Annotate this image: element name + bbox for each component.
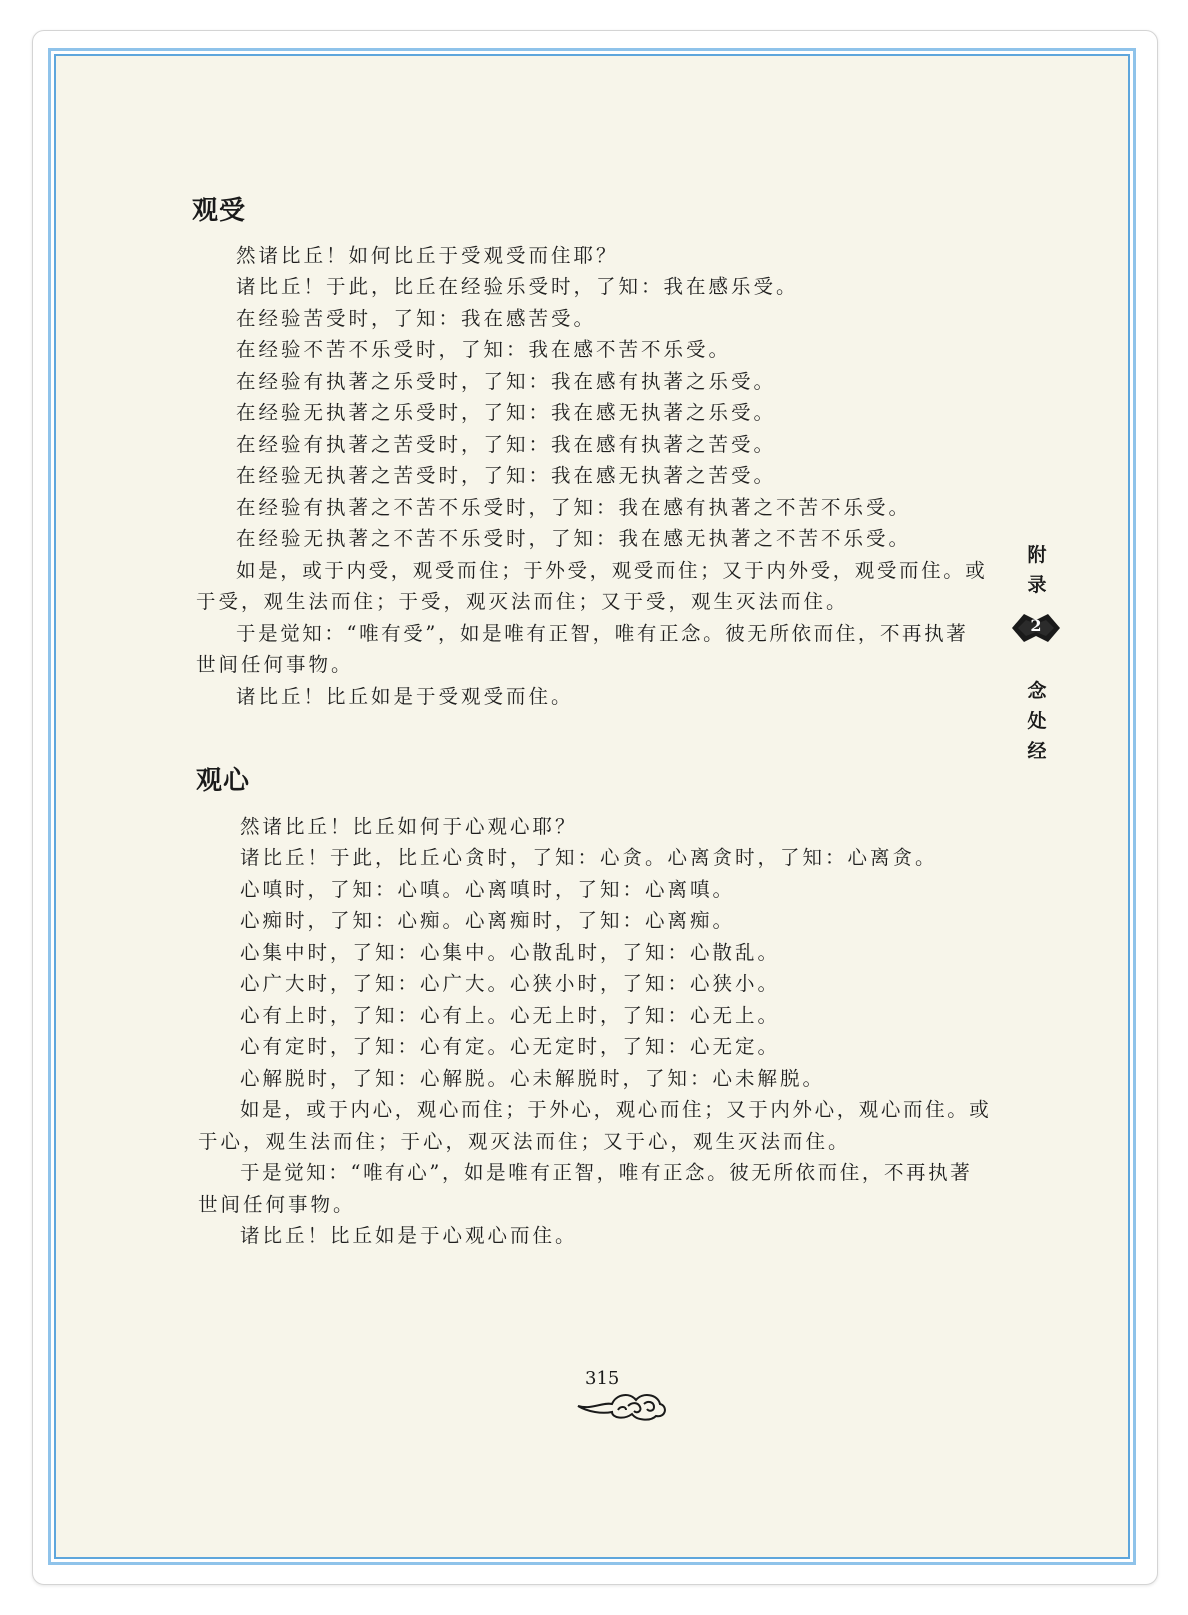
paragraph-line: 在经验无执著之苦受时，了知：我在感无执著之苦受。 [236,464,777,487]
paragraph-line: 于受，观生法而住；于受，观灭法而住；又于受，观生灭法而住。 [196,590,849,613]
sidebar-sutra-title [1020,676,1054,766]
paragraph-line: 如是，或于内受，观受而住；于外受，观受而住；又于内外受，观受而住。或 [236,559,988,582]
paragraph-line: 在经验不苦不乐受时，了知：我在感不苦不乐受。 [236,338,732,361]
paragraph-line: 诸比丘！比丘如是于受观受而住。 [236,685,574,708]
section-heading-guanxin: 观心 [196,766,251,796]
paragraph-line: 心嗔时，了知：心嗔。心离嗔时，了知：心离嗔。 [240,878,736,901]
paragraph-line: 心解脱时，了知：心解脱。心未解脱时，了知：心未解脱。 [240,1067,826,1090]
paragraph-line: 然诸比丘！比丘如何于心观心耶？ [240,815,578,838]
sidebar-char: 经 [1027,740,1047,762]
page-number: 315 [585,1368,620,1389]
paragraph-line: 诸比丘！于此，比丘心贪时，了知：心贪。心离贪时，了知：心离贪。 [240,846,938,869]
paragraph-line: 诸比丘！比丘如是于心观心而住。 [240,1224,578,1247]
paragraph-line: 在经验无执著之乐受时，了知：我在感无执著之乐受。 [236,401,777,424]
paragraph-line: 世间任何事物。 [196,653,354,676]
cloud-ornament-icon [572,1380,672,1422]
chapter-badge-number: 2 [1030,616,1042,635]
paragraph-line: 心广大时，了知：心广大。心狭小时，了知：心狭小。 [240,972,781,995]
paragraph-line: 在经验有执著之不苦不乐受时，了知：我在感有执著之不苦不乐受。 [236,496,912,519]
paragraph-line: 如是，或于内心，观心而住；于外心，观心而住；又于内外心，观心而住。或 [240,1098,992,1121]
paragraph-line: 心集中时，了知：心集中。心散乱时，了知：心散乱。 [240,941,781,964]
chapter-badge [1008,608,1064,648]
paragraph-line: 在经验苦受时，了知：我在感苦受。 [236,307,597,330]
paragraph-line: 然诸比丘！如何比丘于受观受而住耶？ [236,244,619,267]
paragraph-line: 心有定时，了知：心有定。心无定时，了知：心无定。 [240,1035,781,1058]
paragraph-line: 在经验无执著之不苦不乐受时，了知：我在感无执著之不苦不乐受。 [236,527,912,550]
paragraph-line: 心有上时，了知：心有上。心无上时，了知：心无上。 [240,1004,781,1027]
sidebar-char: 录 [1027,574,1047,596]
paragraph-line: 心痴时，了知：心痴。心离痴时，了知：心离痴。 [240,909,736,932]
paragraph-line: 在经验有执著之乐受时，了知：我在感有执著之乐受。 [236,370,777,393]
paragraph-line: 于是觉知：“唯有心”，如是唯有正智，唯有正念。彼无所依而住，不再执著 [240,1161,973,1184]
sidebar-char: 处 [1027,710,1047,732]
paragraph-line: 于是觉知：“唯有受”，如是唯有正智，唯有正念。彼无所依而住，不再执著 [236,622,969,645]
paragraph-line: 诸比丘！于此，比丘在经验乐受时，了知：我在感乐受。 [236,275,799,298]
paragraph-line: 于心，观生法而住；于心，观灭法而住；又于心，观生灭法而住。 [198,1130,851,1153]
paragraph-line: 世间任何事物。 [198,1193,356,1216]
paragraph-line: 在经验有执著之苦受时，了知：我在感有执著之苦受。 [236,433,777,456]
sidebar-appendix-label [1020,540,1054,600]
sidebar-char: 附 [1027,544,1047,566]
section-heading-guanshou: 观受 [192,196,247,226]
sidebar-char: 念 [1027,680,1047,702]
